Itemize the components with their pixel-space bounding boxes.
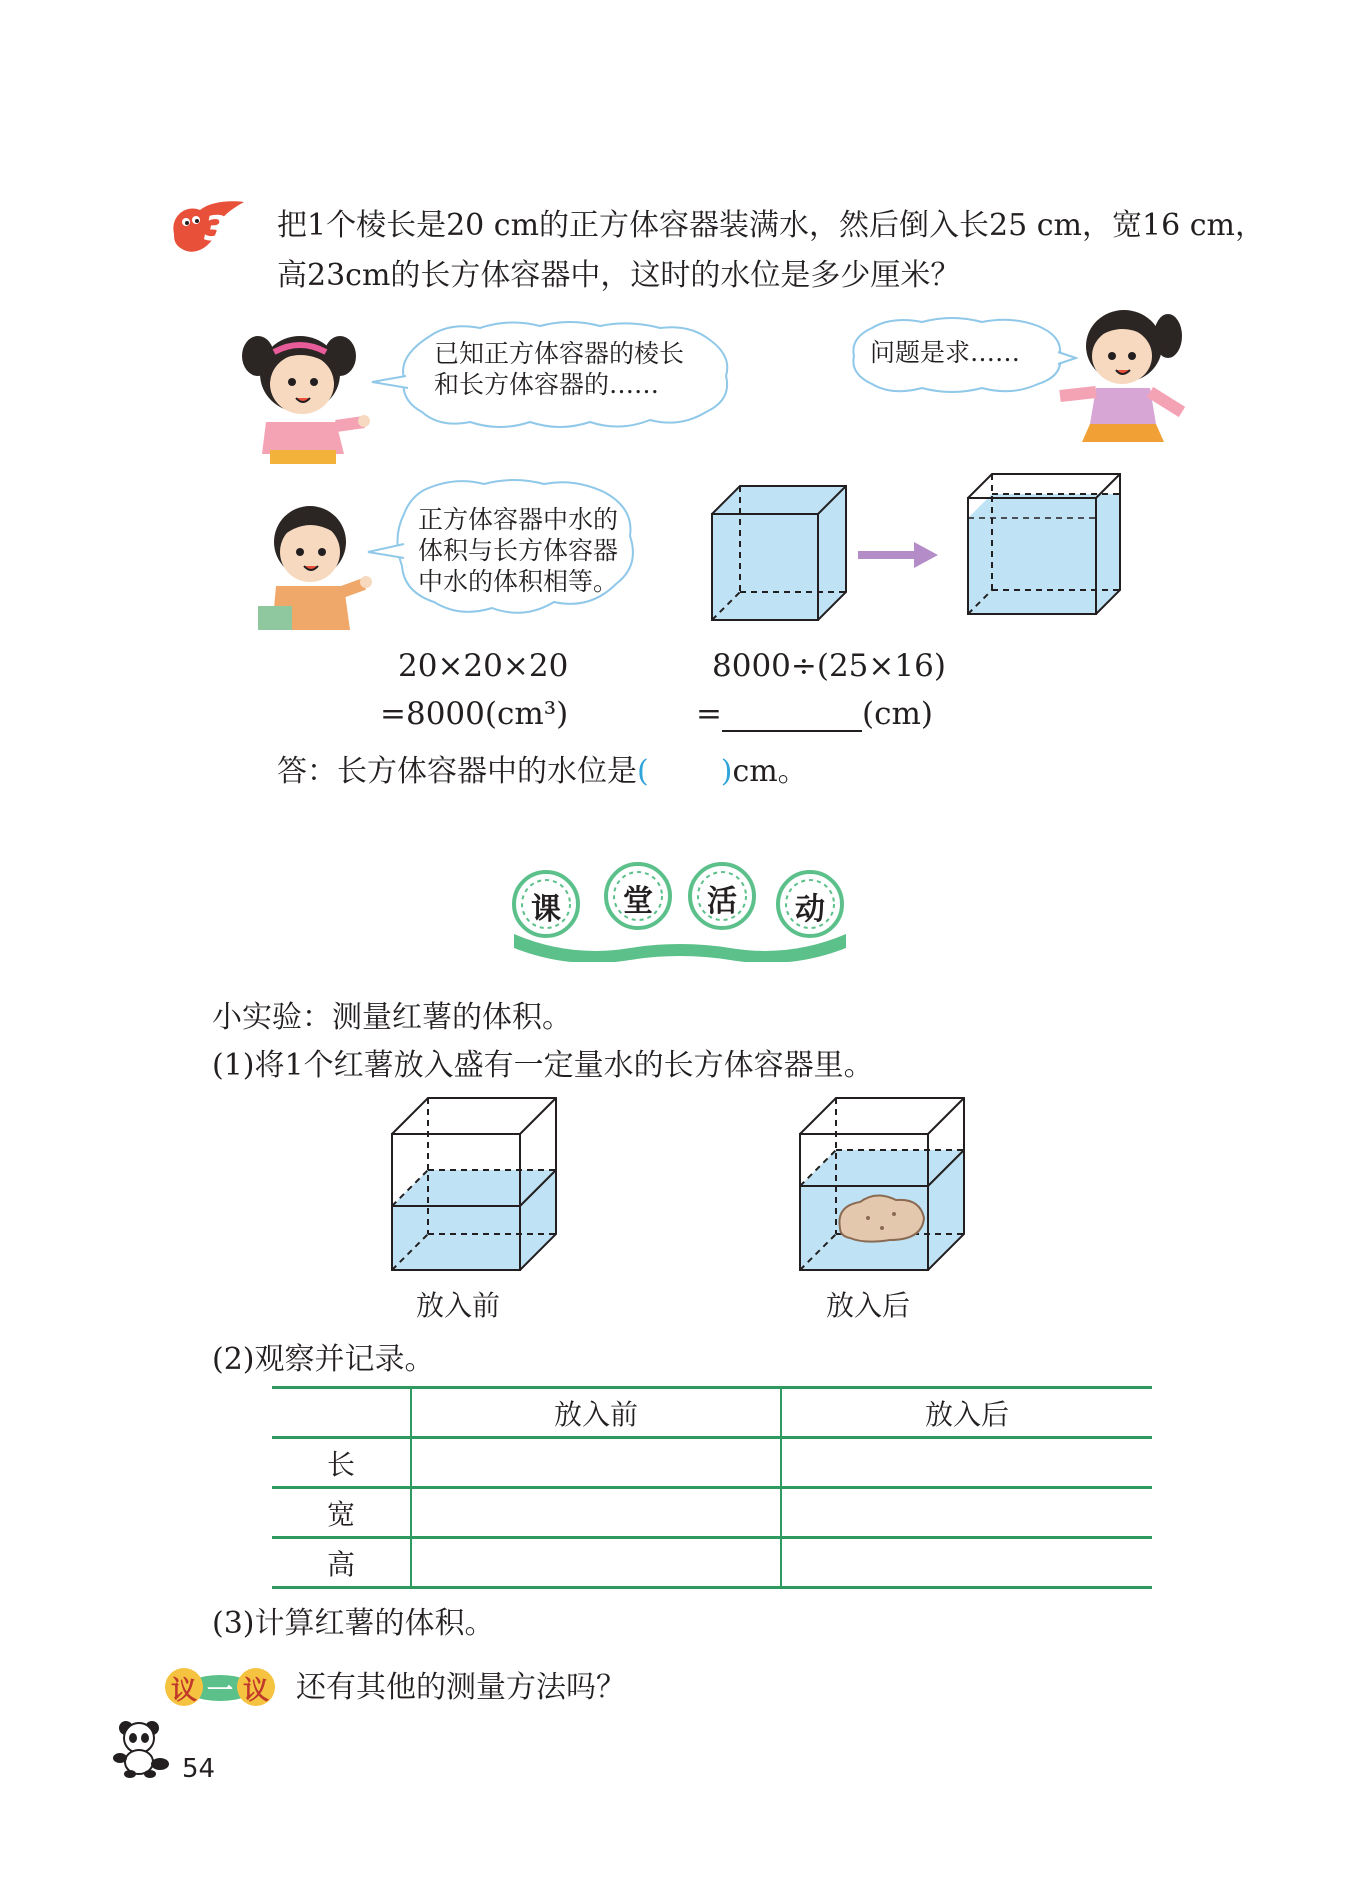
- calc-right-line1: 8000÷(25×16): [712, 648, 946, 684]
- activity-step3: (3)计算红薯的体积。: [212, 1606, 495, 1641]
- discuss-badge-char-3: 议: [242, 1676, 269, 1706]
- table-cell[interactable]: [411, 1538, 781, 1588]
- table-row: [272, 1438, 1152, 1488]
- panda-icon: [110, 1718, 172, 1778]
- table-row: [272, 1538, 1152, 1588]
- table-header-corner: [272, 1388, 411, 1438]
- calc-right-line2: [696, 696, 933, 732]
- table-row: [272, 1488, 1152, 1538]
- label-after: 放入后: [826, 1289, 911, 1322]
- table-cell[interactable]: [411, 1488, 781, 1538]
- problem-text-line2: 高23cm的长方体容器中，这时的水位是多少厘米？: [277, 258, 961, 293]
- answer-open-paren: (: [637, 754, 649, 789]
- cuboid-container-with-water: [966, 470, 1126, 618]
- pour-arrow-icon: [858, 540, 940, 570]
- table-header-row: [272, 1388, 1152, 1438]
- bubble-girl-right-text: 问题是求……: [870, 338, 1021, 367]
- table-row-label: 高: [272, 1538, 411, 1588]
- answer-unit: cm。: [732, 754, 808, 789]
- activity-title-char-2: 堂: [623, 884, 653, 919]
- answer-close-paren: ): [720, 754, 733, 789]
- calc-equals: =: [696, 696, 722, 732]
- record-table: [272, 1386, 1152, 1589]
- discuss-badge-char-1: 议: [170, 1676, 197, 1706]
- calc-left-line2: =8000(cm³): [380, 696, 569, 732]
- table-cell[interactable]: [411, 1438, 781, 1488]
- bubble-girl-left-line1: 已知正方体容器的棱长: [434, 339, 685, 368]
- table-cell[interactable]: [781, 1438, 1152, 1488]
- discuss-badge-char-2: 一: [206, 1676, 233, 1706]
- bubble-boy-line2: 体积与长方体容器: [418, 536, 619, 565]
- table-cell[interactable]: [781, 1538, 1152, 1588]
- container-before: [390, 1094, 560, 1276]
- discuss-text: 还有其他的测量方法吗？: [296, 1670, 626, 1705]
- answer-line: [277, 752, 808, 792]
- svg-text:3: 3: [204, 209, 228, 249]
- container-after: [798, 1094, 968, 1276]
- activity-title-char-4: 动: [795, 892, 825, 927]
- calc-left-line1: 20×20×20: [398, 648, 569, 684]
- cube-container-full: [710, 482, 850, 622]
- calc-unit: (cm): [861, 696, 933, 732]
- table-cell[interactable]: [781, 1488, 1152, 1538]
- page-number: 54: [182, 1754, 216, 1784]
- calc-answer-blank[interactable]: [722, 702, 862, 732]
- girl-left-illustration: [240, 326, 370, 466]
- activity-title-char-3: 活: [707, 884, 737, 919]
- activity-step2: (2)观察并记录。: [212, 1342, 435, 1377]
- problem-number-badge: [166, 196, 250, 260]
- girl-right-illustration: [1056, 300, 1196, 450]
- label-before: 放入前: [416, 1289, 501, 1322]
- table-header-before: 放入前: [411, 1388, 781, 1438]
- problem-text-line1: 把1个棱长是20 cm的正方体容器装满水，然后倒入长25 cm，宽16 cm，: [277, 208, 1265, 243]
- bubble-girl-left-line2: 和长方体容器的……: [434, 370, 660, 399]
- activity-step1: (1)将1个红薯放入盛有一定量水的长方体容器里。: [212, 1048, 874, 1083]
- activity-title-char-1: 课: [531, 892, 561, 927]
- table-row-label: 宽: [272, 1488, 411, 1538]
- table-row-label: 长: [272, 1438, 411, 1488]
- bubble-boy-line3: 中水的体积相等。: [418, 567, 619, 596]
- activity-intro: 小实验：测量红薯的体积。: [212, 1000, 572, 1035]
- boy-illustration: [254, 496, 374, 636]
- table-header-after: 放入后: [781, 1388, 1152, 1438]
- answer-prefix: 答：长方体容器中的水位是: [277, 754, 637, 789]
- bubble-boy-line1: 正方体容器中水的: [418, 505, 619, 534]
